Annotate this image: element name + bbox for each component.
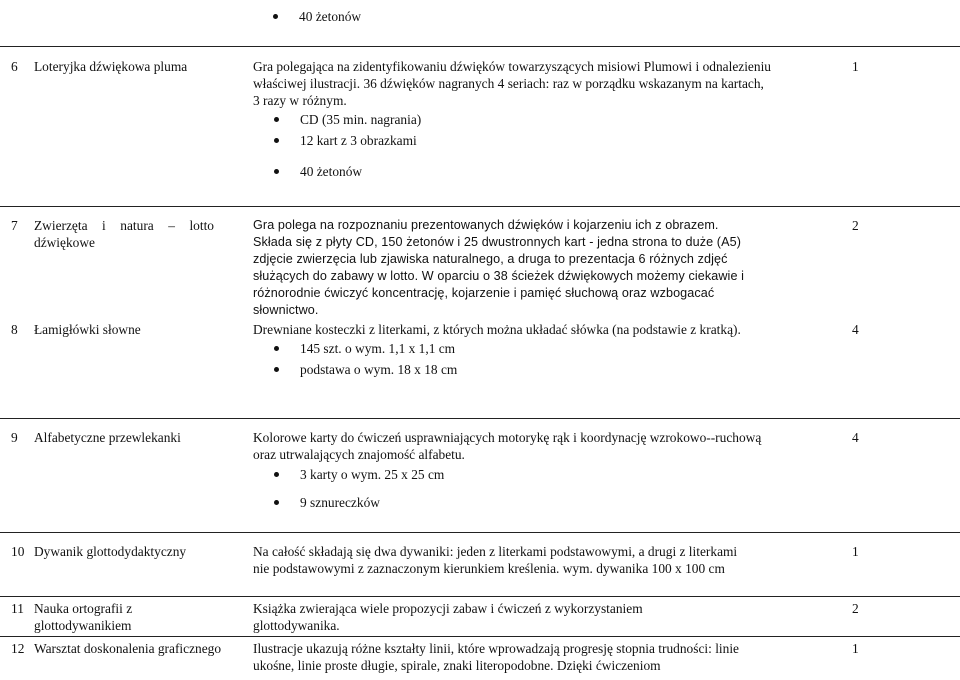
product-name: Łamigłówki słowne bbox=[34, 322, 141, 337]
quantity: 2 bbox=[852, 218, 859, 233]
bullet-list bbox=[253, 111, 773, 180]
list-item: 40 żetonów bbox=[253, 163, 773, 180]
product-description bbox=[253, 321, 743, 392]
quantity: 2 bbox=[852, 601, 859, 616]
product-description: Ilustracje ukazują różne kształty linii, które wprowadzają progresję stopnia trudności: linie ukośne, linie proste długie, spirale, znaki literopodobne. Dzięki ćwiczeniom bbox=[253, 641, 739, 673]
description-text: Kolorowe karty do ćwiczeń usprawniających motorykę rąk i koordynację wzrokowo--ruchową oraz utrwalających znajomość alfabetu. bbox=[253, 430, 762, 462]
bullet-list bbox=[253, 466, 763, 511]
list-item: 40 żetonów bbox=[252, 8, 361, 25]
row-number: 7 bbox=[11, 218, 18, 233]
row-number: 8 bbox=[11, 322, 18, 337]
quantity: 1 bbox=[852, 641, 859, 656]
row-number: 11 bbox=[11, 601, 24, 616]
table-rule bbox=[0, 532, 960, 533]
bullet-icon bbox=[274, 169, 279, 174]
product-name: Alfabetyczne przewlekanki bbox=[34, 430, 181, 445]
quantity: 1 bbox=[852, 59, 859, 74]
description-text: Drewniane kosteczki z literkami, z których można układać słówka (na podstawie z kratką). bbox=[253, 322, 741, 337]
quantity: 4 bbox=[852, 430, 859, 445]
list-item: 3 karty o wym. 25 x 25 cm bbox=[253, 466, 763, 483]
row-number: 10 bbox=[11, 544, 25, 559]
bullet-icon bbox=[274, 117, 279, 122]
product-description: Książka zwierająca wiele propozycji zabaw i ćwiczeń z wykorzystaniem glottodywanika. bbox=[253, 601, 643, 633]
quantity: 4 bbox=[852, 322, 859, 337]
product-description bbox=[253, 58, 773, 194]
bullet-icon bbox=[274, 367, 279, 372]
table-rule bbox=[0, 46, 960, 47]
row-number: 6 bbox=[11, 59, 18, 74]
description-text: Gra polegająca na zidentyfikowaniu dźwięków towarzyszących misiowi Plumowi i odnalezieniu właściwej ilustracji. 36 dźwięków nagranych 4 seriach: raz w porządku wskazanym na kartach, 3 razy w różnym. bbox=[253, 59, 771, 108]
table-rule bbox=[0, 418, 960, 419]
bullet-icon bbox=[273, 14, 278, 19]
list-item: podstawa o wym. 18 x 18 cm bbox=[253, 361, 743, 378]
bullet-icon bbox=[274, 500, 279, 505]
table-rule bbox=[0, 636, 960, 637]
product-name: Dywanik glottodydaktyczny bbox=[34, 544, 187, 559]
quantity: 1 bbox=[852, 544, 859, 559]
product-description: Na całość składają się dwa dywaniki: jeden z literkami podstawowymi, a drugi z literkami nie podstawowymi z zaznaczonym kierunkiem kreślenia. wym. dywanika 100 x 100 cm bbox=[253, 544, 738, 576]
product-description bbox=[253, 429, 763, 525]
list-item: 12 kart z 3 obrazkami bbox=[253, 132, 773, 149]
row-number: 12 bbox=[11, 641, 25, 656]
bullet-icon bbox=[274, 346, 279, 351]
bullet-list bbox=[253, 340, 743, 378]
list-item: 9 sznureczków bbox=[253, 494, 763, 511]
product-description: Gra polega na rozpoznaniu prezentowanych dźwięków i kojarzeniu ich z obrazem. Składa się z płyty CD, 150 żetonów i 25 dwustronnych kart - jedna strona to duże (A5) zdjęcie zwierzęcia lub zjawiska naturalnego, a druga to prezentacja 6 różnych zdjęć służących do zabawy w lotto. W oparciu o 38 ścieżek dźwiękowych możemy ciekawie i różnorodnie ćwiczyć koncentrację, kojarzenie i pamięć słuchową oraz wzbogacać słownictwo. bbox=[253, 218, 745, 317]
row-number: 9 bbox=[11, 430, 18, 445]
table-rule bbox=[0, 596, 960, 597]
bullet-icon bbox=[274, 472, 279, 477]
bullet-icon bbox=[274, 138, 279, 143]
table-rule bbox=[0, 206, 960, 207]
product-name: Zwierzęta i natura – lotto dźwiękowe bbox=[34, 218, 214, 250]
list-item: CD (35 min. nagrania) bbox=[253, 111, 773, 128]
product-name: Warsztat doskonalenia graficznego bbox=[34, 641, 222, 656]
product-name: Nauka ortografii z glottodywanikiem bbox=[34, 601, 133, 633]
carryover-bullet-list bbox=[252, 8, 361, 39]
list-item: 145 szt. o wym. 1,1 x 1,1 cm bbox=[253, 340, 743, 357]
product-name: Loteryjka dźwiękowa pluma bbox=[34, 59, 188, 74]
